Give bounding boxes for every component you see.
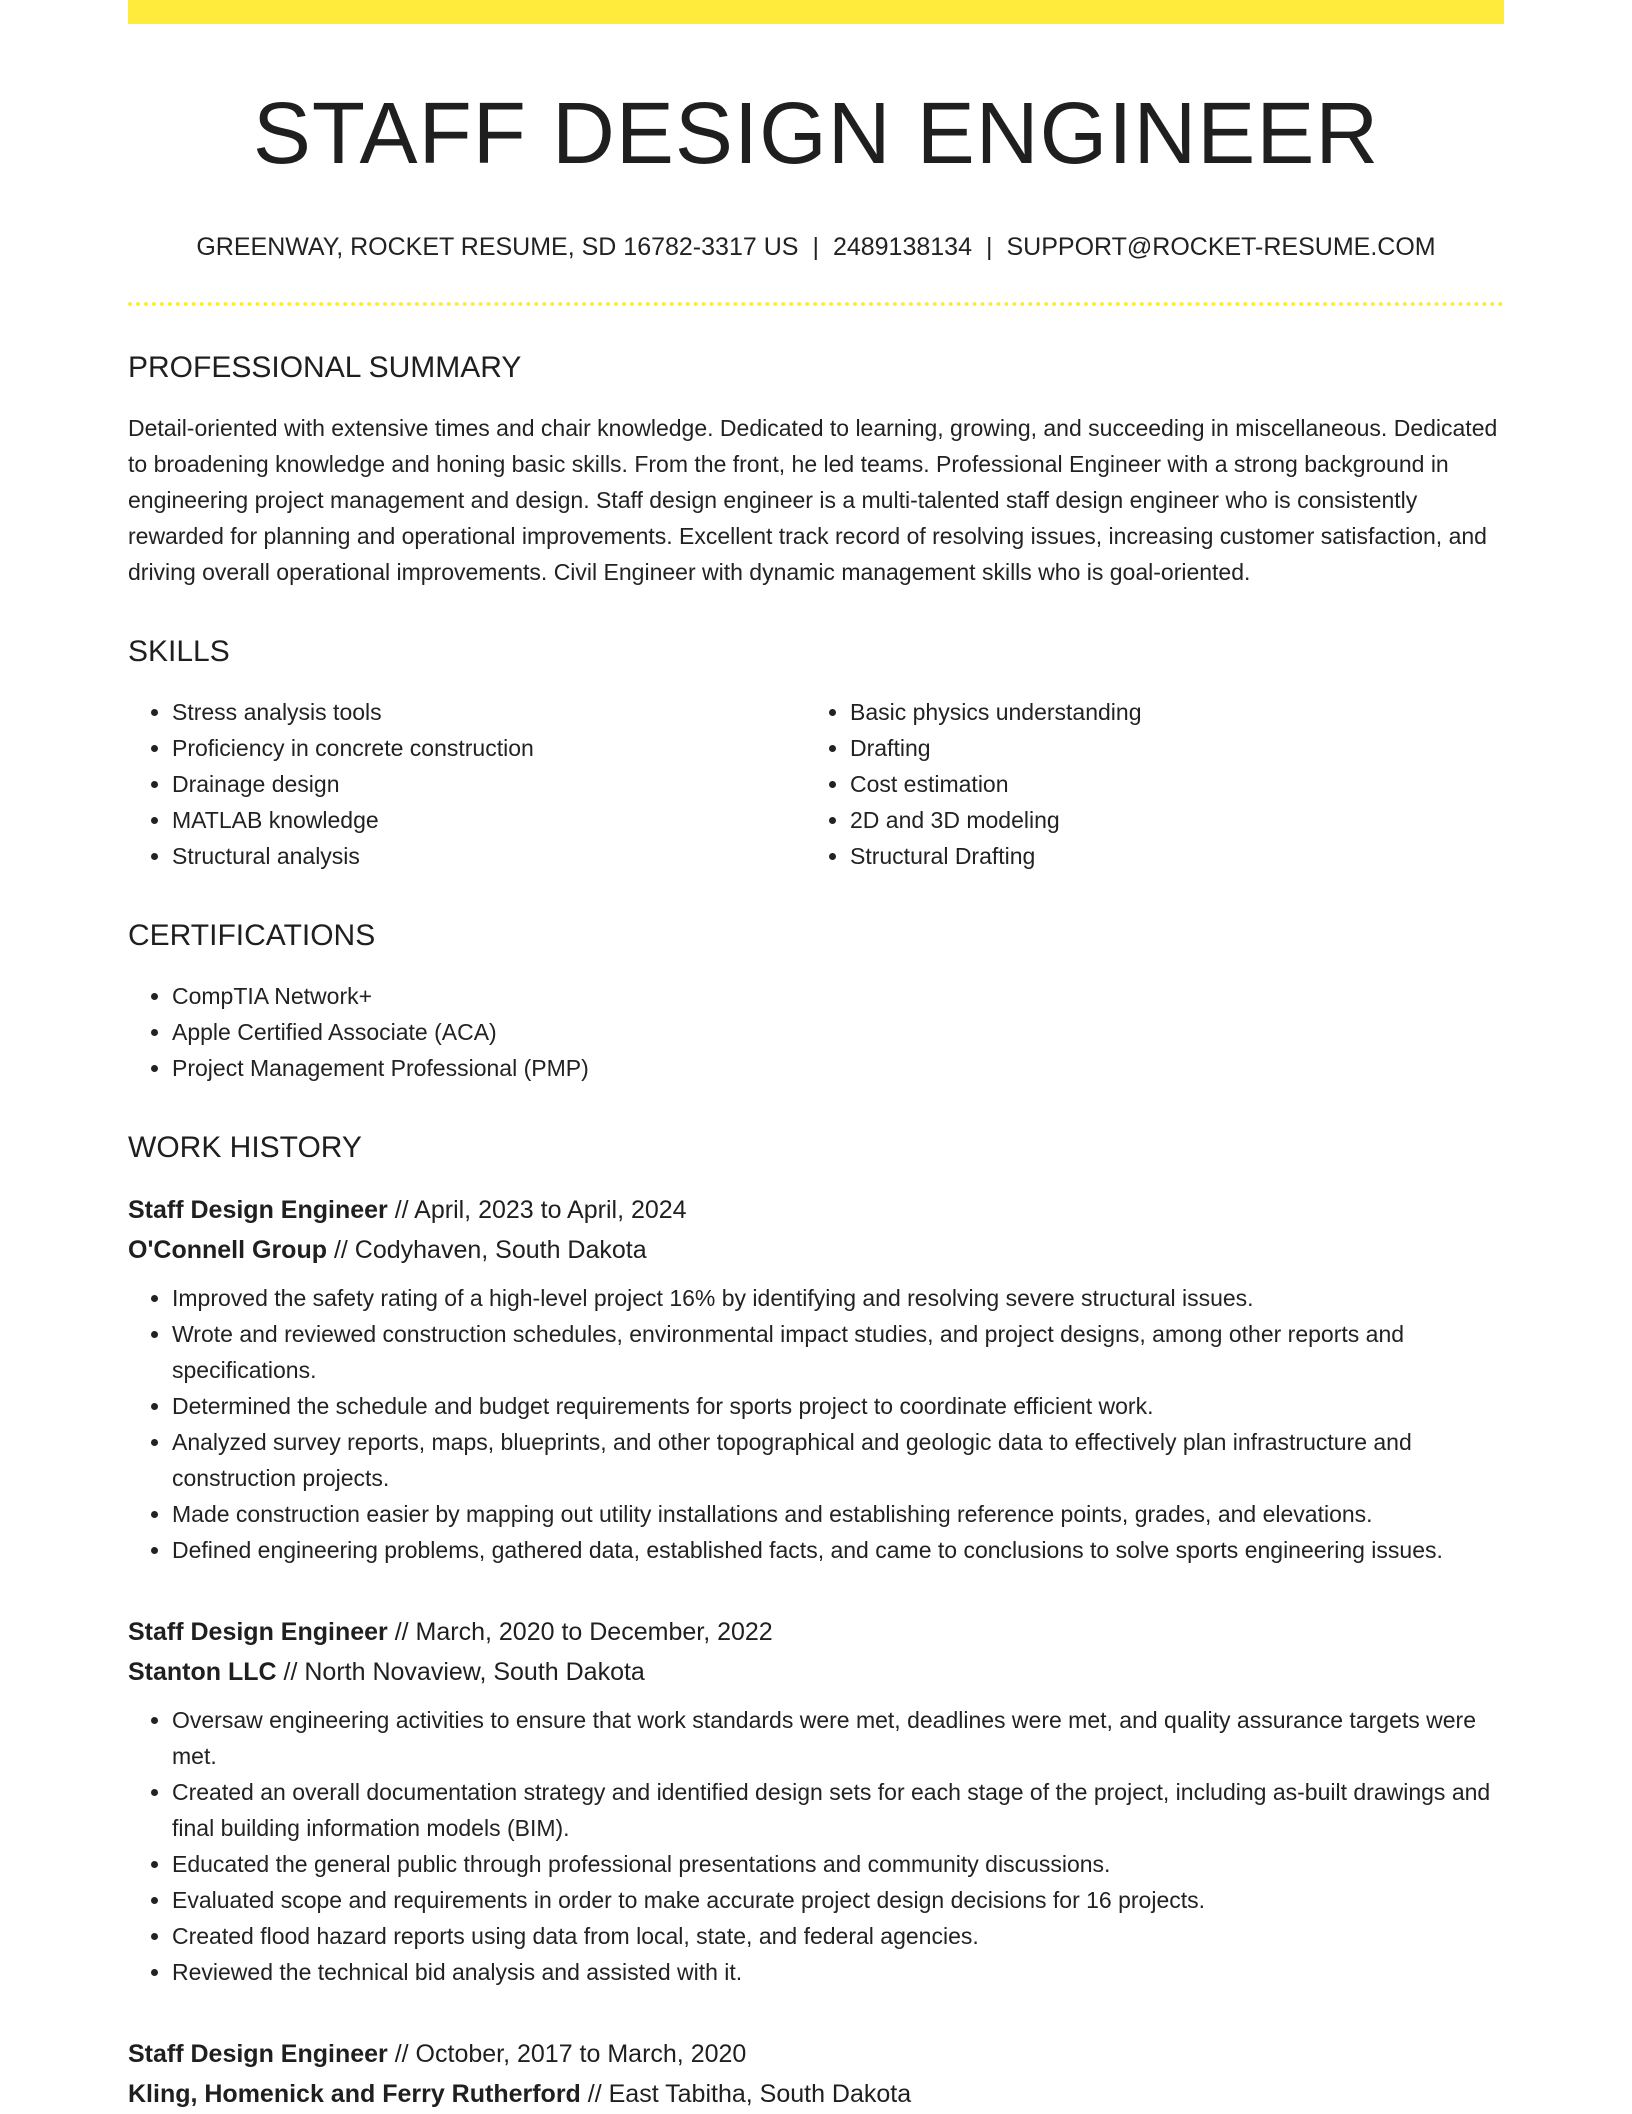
job-company-line (128, 2074, 1504, 2114)
skills-column-right (806, 694, 1484, 874)
job-title-line (128, 1190, 1504, 1230)
certification-item: • Project Management Professional (PMP) (172, 1050, 1504, 1086)
job-company: Stanton LLC (128, 1658, 277, 1687)
job-bullet: • Educated the general public through professional presentations and community discussions. (172, 1846, 1504, 1882)
contact-phone: 2489138134 (832, 233, 972, 262)
certifications-list (128, 978, 1504, 1086)
work-history-heading: WORK HISTORY (128, 1131, 362, 1165)
job-bullet: • Determined the schedule and budget requirements for sports project to coordinate efficient work. (172, 1388, 1504, 1424)
skill-item: • Drainage design (172, 766, 806, 802)
job-company-line (128, 1652, 1504, 1692)
job-bullet: • Wrote and reviewed construction schedules, environmental impact studies, and project designs, among other reports and specifications. (172, 1316, 1504, 1388)
skills-list-right (806, 694, 1484, 874)
job-bullets (128, 1280, 1504, 1568)
skill-item: • Drafting (850, 730, 1484, 766)
job-bullet: • Created flood hazard reports using data from local, state, and federal agencies. (172, 1918, 1504, 1954)
resume-name: STAFF DESIGN ENGINEER (252, 85, 1380, 182)
job-company: Kling, Homenick and Ferry Rutherford (128, 2080, 581, 2109)
certifications-heading: CERTIFICATIONS (128, 919, 376, 953)
job-role: Staff Design Engineer (128, 1618, 388, 1647)
skills-column-left (128, 694, 806, 874)
contact-separator: | (812, 233, 819, 262)
job-title-line (128, 2034, 1504, 2074)
job-role: Staff Design Engineer (128, 2040, 388, 2069)
job-bullet: • Created an overall documentation strategy and identified design sets for each stage of the project, including as-built drawings and final building information models (BIM). (172, 1774, 1504, 1846)
contact-separator: | (985, 233, 993, 262)
job-bullet: • Reviewed the technical bid analysis and assisted with it. (172, 1954, 1504, 1990)
skills-grid (128, 694, 1504, 874)
skills-list-left (128, 694, 806, 874)
job-bullet: • Evaluated scope and requirements in order to make accurate project design decisions for 16 projects. (172, 1882, 1504, 1918)
summary-heading: PROFESSIONAL SUMMARY (128, 351, 522, 385)
skill-item: • Cost estimation (850, 766, 1484, 802)
certification-item: • CompTIA Network+ (172, 978, 1504, 1014)
contact-email: SUPPORT@ROCKET-RESUME.COM (1006, 233, 1436, 262)
summary-text: Detail-oriented with extensive times and chair knowledge. Dedicated to learning, growing, and succeeding in miscellaneous. Dedicated to broadening knowledge and honing basic skills. From the front, he led teams. Professional Engineer with a strong background in engineering project management and design. Staff design engineer is a multi-talented staff design engineer who is consistently rewarded for planning and operational improvements. Excellent track record of resolving issues, increasing customer satisfaction, and driving overall operational improvements. Civil Engineer with dynamic management skills who is goal-oriented. (128, 415, 1498, 586)
job-bullet: • Oversaw engineering activities to ensure that work standards were met, deadlines were met, and quality assurance targets were met. (172, 1702, 1504, 1774)
skill-item: • Proficiency in concrete construction (172, 730, 806, 766)
skill-item: • MATLAB knowledge (172, 802, 806, 838)
job-bullet: • Analyzed survey reports, maps, blueprints, and other topographical and geologic data to effectively plan infrastructure and construction projects. (172, 1424, 1504, 1496)
skill-item: • Structural Drafting (850, 838, 1484, 874)
skill-item: • Basic physics understanding (850, 694, 1484, 730)
skill-item: • Structural analysis (172, 838, 806, 874)
job-dates: // October, 2017 to March, 2020 (387, 2040, 747, 2069)
job-entry (128, 1190, 1504, 1568)
dotted-divider (128, 302, 1504, 306)
top-accent-bar (128, 0, 1504, 24)
job-location: // North Novaview, South Dakota (276, 1658, 645, 1687)
job-dates: // March, 2020 to December, 2022 (387, 1618, 773, 1647)
resume-page (128, 0, 1504, 2114)
job-title-line (128, 1612, 1504, 1652)
job-entry (128, 2034, 1504, 2114)
job-bullet: • Made construction easier by mapping out utility installations and establishing reference points, grades, and elevations. (172, 1496, 1504, 1532)
skills-heading: SKILLS (128, 635, 230, 669)
job-bullet: • Defined engineering problems, gathered data, established facts, and came to conclusions to solve sports engineering issues. (172, 1532, 1504, 1568)
certification-item: • Apple Certified Associate (ACA) (172, 1014, 1504, 1050)
job-company-line (128, 1230, 1504, 1270)
job-company: O'Connell Group (128, 1236, 327, 1265)
job-location: // Codyhaven, South Dakota (327, 1236, 647, 1265)
job-bullet: • Improved the safety rating of a high-level project 16% by identifying and resolving severe structural issues. (172, 1280, 1504, 1316)
contact-address: GREENWAY, ROCKET RESUME, SD 16782-3317 US (196, 233, 799, 262)
job-bullets (128, 1702, 1504, 1990)
job-location: // East Tabitha, South Dakota (580, 2080, 912, 2109)
job-role: Staff Design Engineer (128, 1196, 388, 1225)
skill-item: • 2D and 3D modeling (850, 802, 1484, 838)
job-dates: // April, 2023 to April, 2024 (387, 1196, 687, 1225)
skill-item: • Stress analysis tools (172, 694, 806, 730)
job-entry (128, 1612, 1504, 1990)
contact-line (128, 232, 1504, 262)
